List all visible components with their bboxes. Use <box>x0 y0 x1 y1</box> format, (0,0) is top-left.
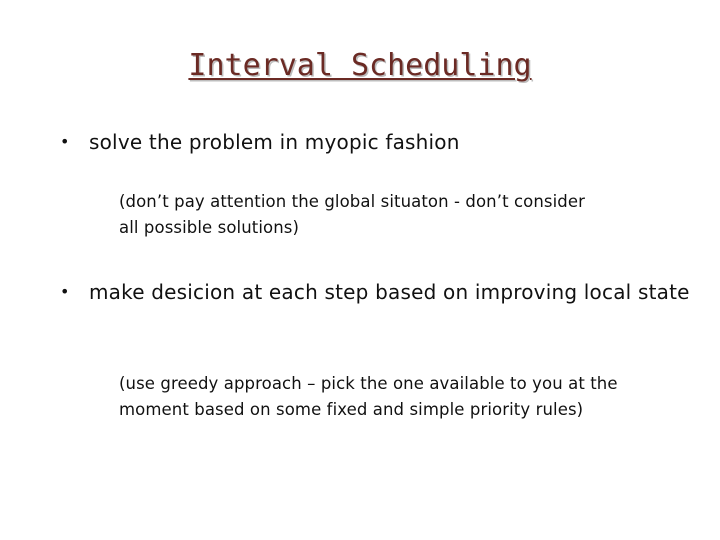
slide-title: Interval Scheduling <box>188 48 532 83</box>
bullet-text: solve the problem in myopic fashion <box>89 130 460 154</box>
bullet-note-line: all possible solutions) <box>119 218 299 237</box>
bullet-note-line: moment based on some fixed and simple priority rules) <box>119 400 584 419</box>
bullet-note-line: (use greedy approach – pick the one available to you at the <box>119 374 618 393</box>
bullet-note <box>119 371 699 423</box>
bullet-item <box>60 127 700 157</box>
bullet-marker: • <box>60 132 70 151</box>
bullet-item <box>60 277 700 307</box>
bullet-text: make desicion at each step based on improving local state <box>89 280 690 304</box>
bullet-note <box>119 189 699 241</box>
bullet-note-line: (don’t pay attention the global situaton - don’t consider <box>119 192 585 211</box>
bullet-marker: • <box>60 282 70 301</box>
